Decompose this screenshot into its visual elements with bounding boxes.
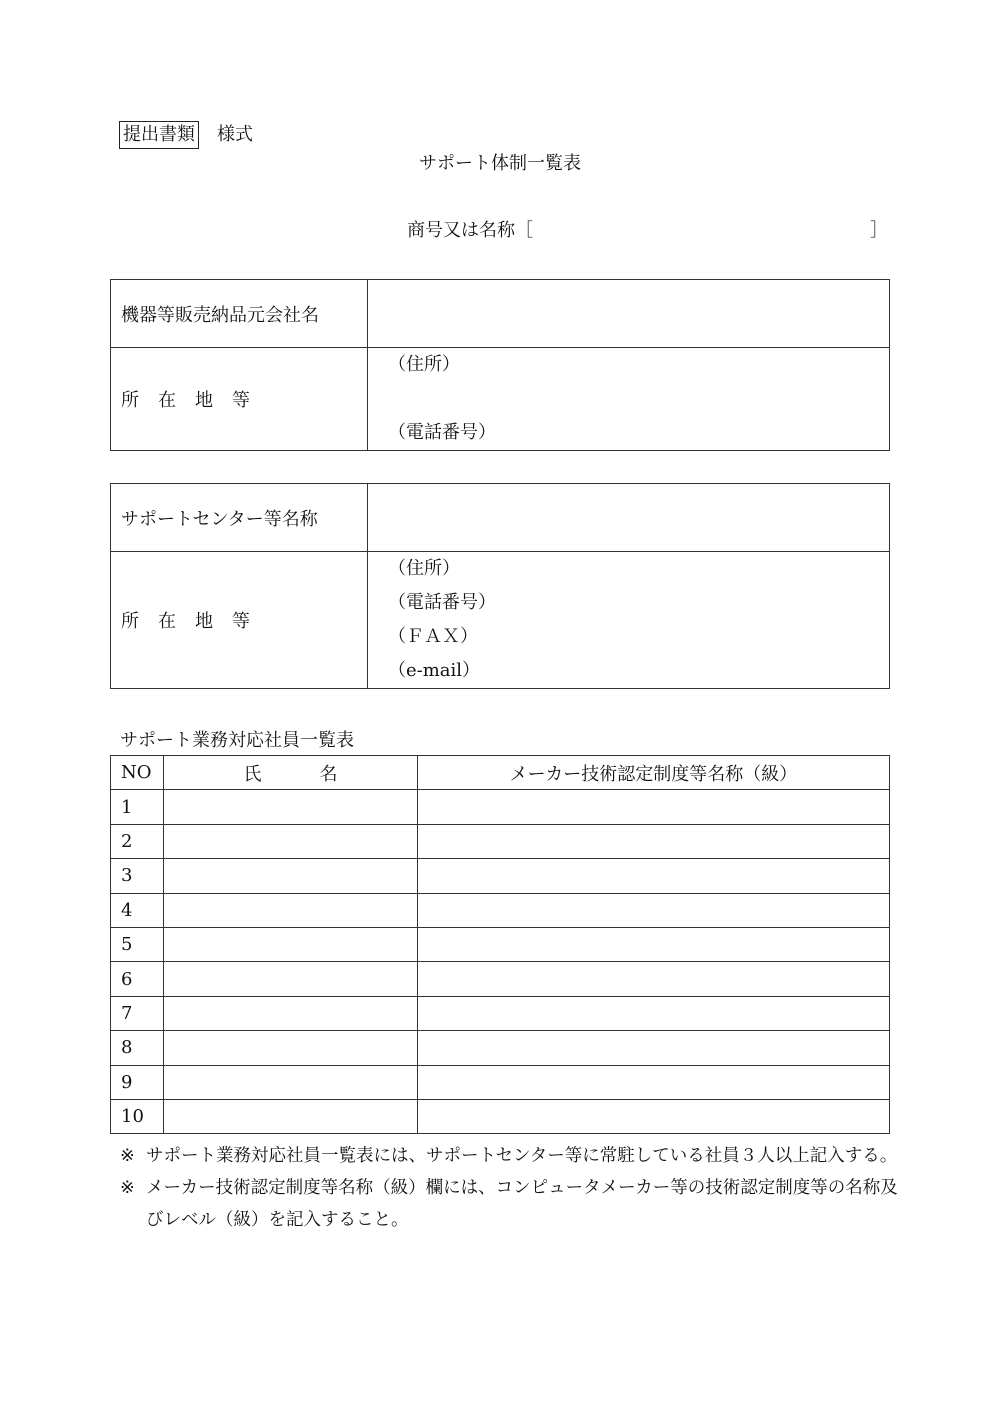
vendor-location-label: [111, 348, 368, 451]
staff-table-header: [111, 756, 890, 790]
staff-name-cell[interactable]: [164, 996, 418, 1030]
row-number: 2: [111, 824, 164, 858]
row-number: 4: [111, 893, 164, 927]
note-2: [120, 1172, 900, 1236]
vendor-info-table: [110, 279, 890, 451]
table-row: [111, 824, 890, 858]
staff-name-cell[interactable]: [164, 790, 418, 824]
cert-name-cell[interactable]: [418, 893, 890, 927]
cert-header: メーカー技術認定制度等名称（級）: [418, 756, 890, 790]
staff-name-cell[interactable]: [164, 893, 418, 927]
vendor-address-blank[interactable]: [388, 382, 889, 416]
page-title: サポート体制一覧表: [419, 153, 581, 174]
row-number: 3: [111, 859, 164, 893]
location-char: 所: [121, 611, 139, 632]
table-row: [111, 1065, 890, 1099]
location-char: 在: [158, 611, 176, 632]
table-row: [111, 1099, 890, 1133]
support-phone-label: （電話番号）: [388, 592, 496, 613]
table-row: [111, 893, 890, 927]
support-center-name-field[interactable]: [368, 484, 890, 552]
note-2-text: メーカー技術認定制度等名称（級）欄には、コンピュータメーカー等の技術認定制度等の名称及びレベル（級）を記入すること。: [146, 1178, 898, 1230]
location-char: 等: [232, 611, 250, 632]
vendor-name-label: 機器等販売納品元会社名: [111, 280, 368, 348]
note-mark: ※: [120, 1146, 135, 1166]
table-row: [111, 962, 890, 996]
staff-table-caption: サポート業務対応社員一覧表: [120, 730, 354, 751]
table-row: [111, 1031, 890, 1065]
name-header: [164, 756, 418, 790]
staff-name-cell[interactable]: [164, 859, 418, 893]
note-1: [120, 1140, 900, 1172]
staff-name-cell[interactable]: [164, 1065, 418, 1099]
name-header-char: 氏: [243, 763, 262, 785]
table-row: [111, 996, 890, 1030]
cert-name-cell[interactable]: [418, 996, 890, 1030]
no-header: NO: [111, 756, 164, 790]
name-header-char: 名: [319, 763, 338, 785]
row-number: 8: [111, 1031, 164, 1065]
support-fax-label: （ＦＡＸ）: [388, 626, 478, 647]
vendor-phone-label: （電話番号）: [388, 422, 496, 443]
support-address-label: （住所）: [388, 558, 460, 579]
staff-name-cell[interactable]: [164, 1031, 418, 1065]
row-number: 5: [111, 927, 164, 961]
location-char: 地: [195, 611, 213, 632]
support-email-label: （e-mail）: [388, 660, 481, 681]
cert-name-cell[interactable]: [418, 790, 890, 824]
support-location-label: [111, 552, 368, 689]
cert-name-cell[interactable]: [418, 824, 890, 858]
staff-name-cell[interactable]: [164, 824, 418, 858]
location-char: 地: [195, 390, 213, 411]
cert-name-cell[interactable]: [418, 859, 890, 893]
staff-name-cell[interactable]: [164, 962, 418, 996]
support-center-table: [110, 483, 890, 689]
notes: [120, 1140, 900, 1236]
form-label-box: [119, 121, 199, 149]
table-row: [111, 790, 890, 824]
vendor-address-label: （住所）: [388, 354, 460, 375]
staff-name-cell[interactable]: [164, 927, 418, 961]
note-mark: ※: [120, 1178, 135, 1198]
support-location-field[interactable]: [368, 552, 890, 689]
support-center-name-label: サポートセンター等名称: [111, 484, 368, 552]
row-number: 1: [111, 790, 164, 824]
form-label: 提出書類: [123, 124, 195, 145]
row-number: 9: [111, 1065, 164, 1099]
cert-name-cell[interactable]: [418, 962, 890, 996]
row-number: 6: [111, 962, 164, 996]
cert-name-cell[interactable]: [418, 1099, 890, 1133]
cert-name-cell[interactable]: [418, 1031, 890, 1065]
vendor-location-field[interactable]: [368, 348, 890, 451]
staff-name-cell[interactable]: [164, 1099, 418, 1133]
company-name-bracket-close: ］: [870, 220, 888, 241]
cert-name-cell[interactable]: [418, 927, 890, 961]
location-char: 所: [121, 390, 139, 411]
vendor-name-field[interactable]: [368, 280, 890, 348]
row-number: 10: [111, 1099, 164, 1133]
table-row: [111, 859, 890, 893]
table-row: [111, 927, 890, 961]
cert-name-cell[interactable]: [418, 1065, 890, 1099]
form-style-label: 様式: [217, 124, 253, 145]
row-number: 7: [111, 996, 164, 1030]
staff-table: [110, 755, 890, 1134]
company-name-label: 商号又は名称［: [407, 220, 533, 241]
location-char: 在: [158, 390, 176, 411]
note-1-text: サポート業務対応社員一覧表には、サポートセンター等に常駐している社員３人以上記入する。: [146, 1146, 898, 1166]
location-char: 等: [232, 390, 250, 411]
